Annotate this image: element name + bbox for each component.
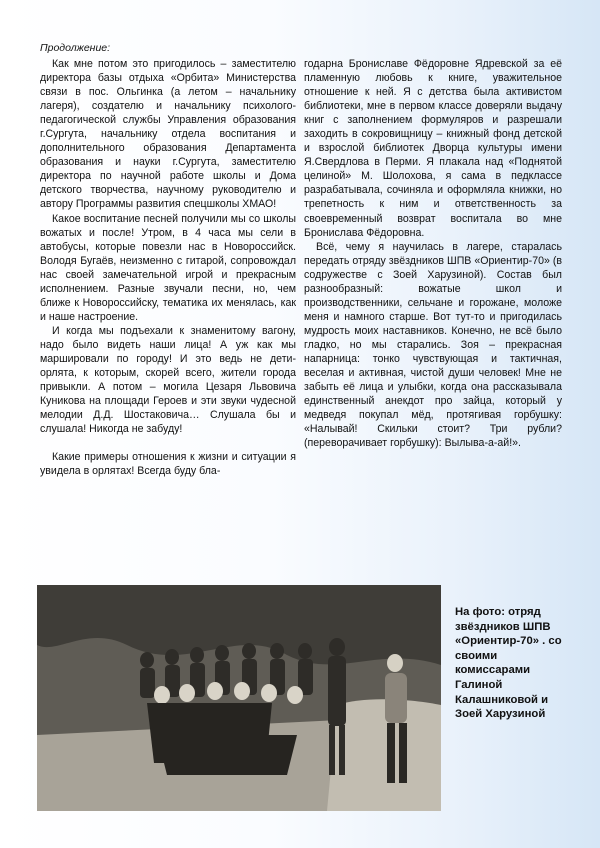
- article-paragraph: годарна Брониславе Фёдоровне Ядревской за её пламенную любовь к книге, уважительное отношение к ней. Я с детства была активистом библиотеки, мне в первом классе доверяли выдачу книг с заполнением формуляров и разрешали заходить в сокровищницу – книжный фонд детской и взрослой библиотек Дворца культуры имени Я.Свердлова в Перми. Я плакала над «Поднятой целиной» М. Шолохова, я сама в педклассе разрабатывала, сочиняла и оформляла книжки, но трепетность к ним и ответственность за своевременный возврат воспитала во мне Бронислава Фёдоровна.: [304, 58, 562, 239]
- group-photo: [37, 585, 441, 811]
- article-left-column: [40, 57, 296, 478]
- article-paragraph: Какое воспитание песней получили мы со школы вожатых и после! Утром, в 4 часа мы сели в автобусы, которые повезли нас в Новороссийск. Володя Бугаёв, неизменно с гитарой, сопровождал нас своей замечательной игрой и прекрасным исполнением. Разные звучали песни, но, чем ближе к Новороссийску, тематика их менялась, как и наше настроение.: [40, 212, 296, 323]
- photo-caption: На фото: отряд звёздников ШПВ «Ориентир-70» . со своими комиссарами Галиной Калашниковой и Зоей Харузиной: [455, 606, 562, 721]
- article-paragraph: И когда мы подъехали к знаменитому вагону, надо было видеть наши лица! А уж как мы маршировали по городу! И это ведь не дети-орлята, к которым, скорей всего, жители города привыкли. А потом – могила Цезаря Львовича Куникова на площади Героев и эти звуки чудесной мелодии Д.Д. Шостаковича… Слушала бы и слушала! Никогда не забуду!: [40, 324, 296, 436]
- article-paragraph: Всё, чему я научилась в лагере, старалась передать отряду звёздников ШПВ «Ориентир-70» (в содружестве с Зоей Харузиной). Состав был разнообразный: вожатые школ и производственники, сельчане и горожане, моложе меня и намного старше. Вот тут-то и пригодилась мудрость моих наставников. Конечно, не всё было гладко, но мы старались. Зоя – прекрасная напарница: тонко чувствующая и тактичная, веселая и активная, чистой души человек! Мне не забыть её лица и улыбки, когда она рассказывала единственный анекдот про зайца, который у медведя покупал мёд, протягивая горбушку: «Налывай! Скильки стоит? Три рубли? (переворачивает горбушку): Вылыва-а-ай!».: [304, 240, 562, 450]
- article-right-column: [304, 57, 562, 450]
- continuation-heading: Продолжение:: [40, 42, 111, 54]
- article-paragraph: Какие примеры отношения к жизни и ситуации я увидела в орлятах! Всегда буду бла-: [40, 451, 296, 478]
- article-paragraph: Как мне потом это пригодилось – заместителю директора базы отдыха «Орбита» Министерства связи в пос. Ольгинка (а летом – начальнику лагеря), создателю и начальнику психолого-педагогической службы Управления образования г.Сургута, начальнику отдела воспитания и дополнительного образования Департамента образования и науки г.Сургута, заместителю директора по научной работе школы и Дома детского творчества, научному руководителю и автору Программы развития спецшколы ХМАО!: [40, 58, 296, 211]
- group-photo-illustration: [37, 585, 441, 811]
